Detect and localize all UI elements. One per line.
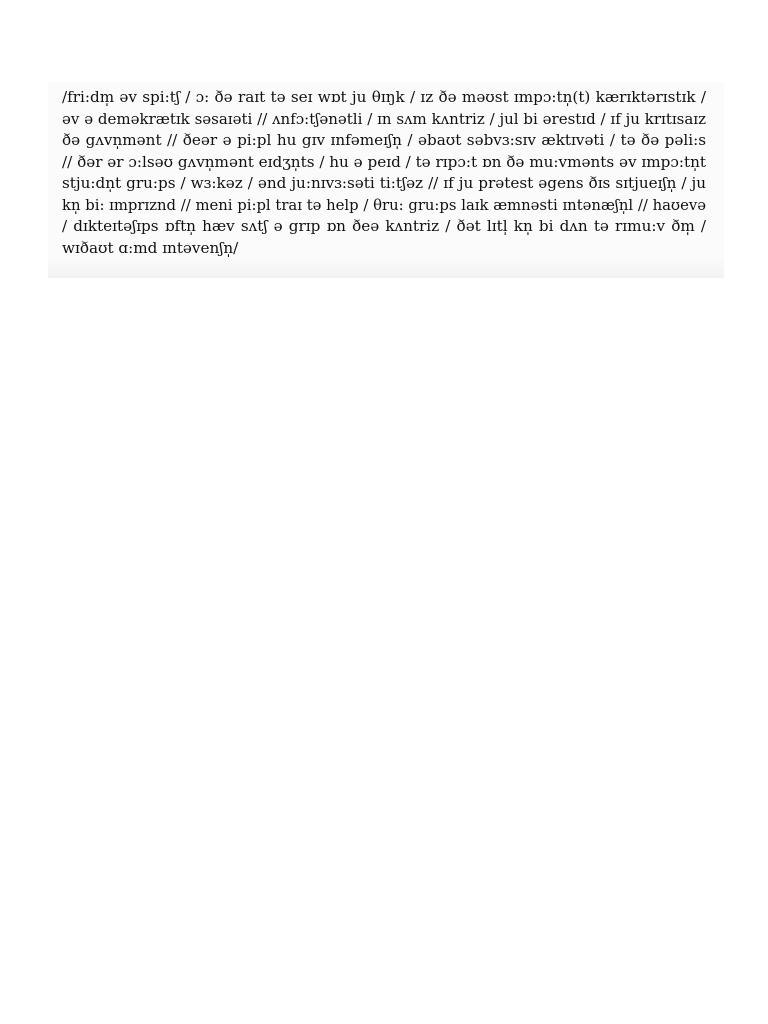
scan-bottom-edge [48, 258, 724, 278]
transcript-line: /fri:dm̩ əv spi:tʃ / ɔ: ðə raɪt tə seɪ wɒt ju θɪŋk / ɪz ðə məʊst ɪmpɔ:tn̩(t) kærɪktərɪstɪk / [62, 88, 706, 106]
transcript-line: stju:dn̩t gru:ps / wɜ:kəz / ənd ju:nɪvɜ:səti ti:tʃəz // ɪf ju prətest əgens ðɪs sɪtjueɪʃn̩ / ju [62, 174, 706, 192]
transcript-line: ðə gʌvn̩mənt // ðeər ə pi:pl hu gɪv ɪnfəmeɪʃn̩ / əbaʊt səbvɜ:sɪv æktɪvəti / tə ðə pəli:s [62, 131, 706, 149]
transcript-line: əv ə deməkrætɪk səsaɪəti // ʌnfɔ:tʃənətli / ɪn sʌm kʌntriz / jul bi ərestɪd / ɪf ju krɪtɪsaɪz [62, 109, 706, 128]
transcript-line: wɪðaʊt ɑ:md ɪntəvenʃn̩/ [62, 238, 239, 257]
transcript-line: // ðər ər ɔ:lsəʊ gʌvn̩mənt eɪdʒn̩ts / hu ə peɪd / tə rɪpɔ:t ɒn ðə mu:vmənts əv ɪmpɔ:tn̩t [62, 152, 706, 171]
transcript-line: kn̩ bi: ɪmprɪznd // meni pi:pl traɪ tə help / θru: gru:ps laɪk æmnəsti ɪntənæʃn̩l // haʊevə [62, 196, 706, 214]
transcript-line: / dɪkteɪtəʃɪps ɒftn̩ hæv sʌtʃ ə grɪp ɒn ðeə kʌntriz / ðət lɪtl̩ kn̩ bi dʌn tə rɪmu:v ðm̩ / [62, 217, 706, 235]
phonetic-transcription [62, 87, 706, 259]
